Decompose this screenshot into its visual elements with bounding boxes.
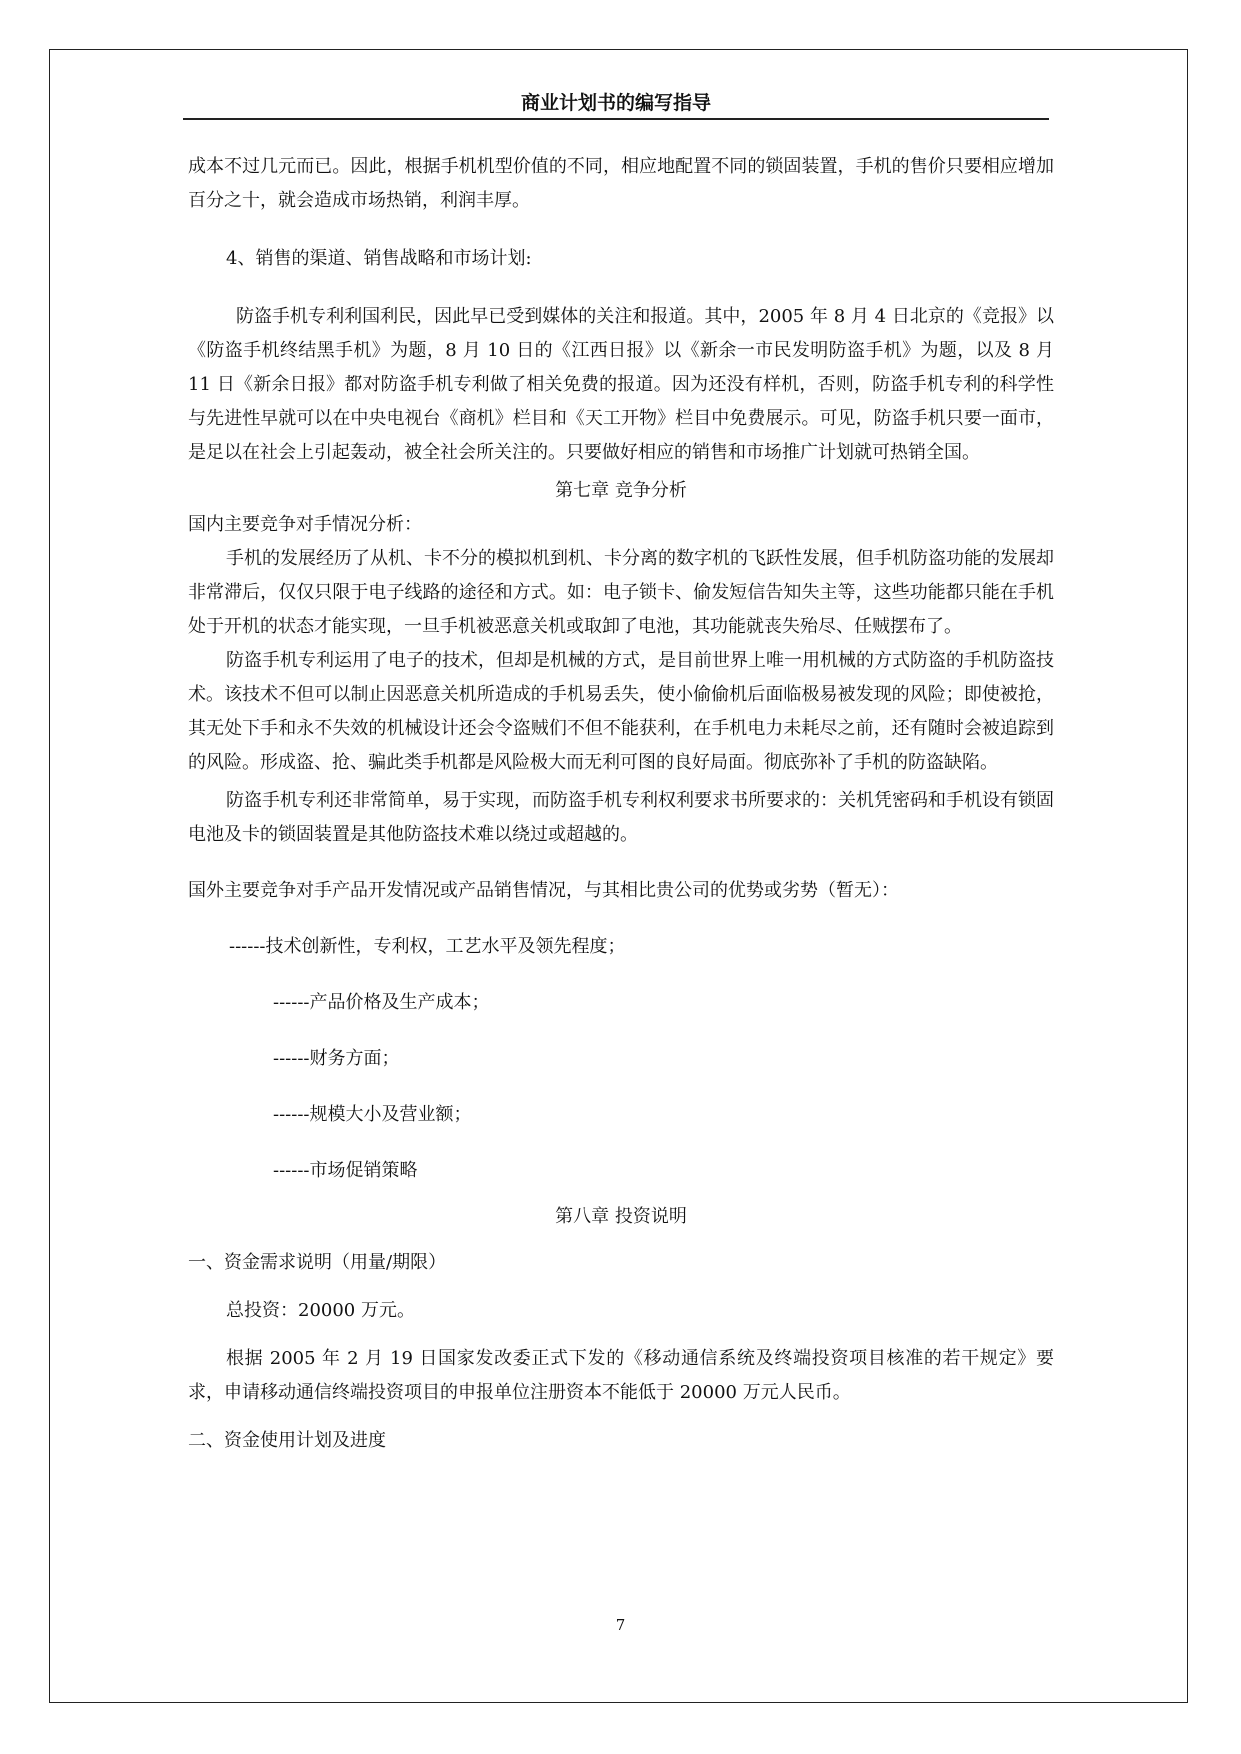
section-funding-needs: 一、资金需求说明（用量/期限） [188, 1252, 447, 1273]
dash-item-promotion: ------市场促销策略 [273, 1160, 418, 1181]
paragraph-media: 防盗手机专利利国利民，因此早已受到媒体的关注和报道。其中，2005 年 8 月 4 日北京的《竞报》以《防盗手机终结黑手机》为题，8 月 10 日的《江西日报》以《新余一市民发明防盗手机》为题，以及 8 月 11 日《新余日报》都对防盗手机专利做了相关免费的报道。因为还没有样机，否则，防盗手机专利的科学性与先进性早就可以在中央电视台《商机》栏目和《天工开物》栏目中免费展示。可见，防盗手机只要一面市，是足以在社会上引起轰动，被全社会所关注的。只要做好相应的销售和市场推广计划就可热销全国。 [188, 306, 1054, 463]
paragraph-sales-heading: 4、销售的渠道、销售战略和市场计划: [226, 248, 532, 269]
chapter-8-title: 第八章 投资说明 [555, 1206, 687, 1227]
paragraph-patent-technology: 防盗手机专利运用了电子的技术，但却是机械的方式，是目前世界上唯一用机械的方式防盗的手机防盗技术。该技术不但可以制止因恶意关机所造成的手机易丢失，使小偷偷机后面临极易被发现的风险；即使被抢，其无处下手和永不失效的机械设计还会令盗贼们不但不能获利，在手机电力未耗尽之前，还有随时会被追踪到的风险。形成盗、抢、骗此类手机都是风险极大而无利可图的良好局面。彻底弥补了手机的防盗缺陷。 [188, 650, 1054, 773]
paragraph-foreign-competitors: 国外主要竞争对手产品开发情况或产品销售情况，与其相比贵公司的优势或劣势（暂无）： [188, 880, 899, 901]
dash-item-price: ------产品价格及生产成本； [273, 992, 490, 1013]
document-body [188, 150, 1054, 1458]
dash-item-scale: ------规模大小及营业额； [273, 1104, 472, 1125]
dash-item-finance: ------财务方面； [273, 1048, 400, 1069]
header-divider [183, 118, 1049, 120]
page-number: 7 [615, 1616, 626, 1634]
paragraph-domestic-competitors: 国内主要竞争对手情况分析： [188, 514, 422, 535]
paragraph-regulation: 根据 2005 年 2 月 19 日国家发改委正式下发的《移动通信系统及终端投资项目核准的若干规定》要求，申请移动通信终端投资项目的申报单位注册资本不能低于 20000 万元人民币。 [188, 1348, 1054, 1403]
chapter-7-title: 第七章 竞争分析 [555, 480, 687, 501]
running-header: 商业计划书的编写指导 [520, 92, 711, 114]
section-funding-plan: 二、资金使用计划及进度 [188, 1430, 386, 1451]
paragraph-patent-simplicity: 防盗手机专利还非常简单，易于实现，而防盗手机专利权利要求书所要求的：关机凭密码和手机设有锁固电池及卡的锁固装置是其他防盗技术难以绕过或超越的。 [188, 790, 1054, 845]
paragraph-total-investment: 总投资：20000 万元。 [226, 1300, 415, 1321]
paragraph-cost: 成本不过几元而已。因此，根据手机机型价值的不同，相应地配置不同的锁固装置，手机的售价只要相应增加百分之十，就会造成市场热销，利润丰厚。 [188, 156, 1054, 211]
dash-item-innovation: ------技术创新性，专利权，工艺水平及领先程度； [229, 936, 626, 957]
paragraph-phone-development: 手机的发展经历了从机、卡不分的模拟机到机、卡分离的数字机的飞跃性发展，但手机防盗功能的发展却非常滞后，仅仅只限于电子线路的途径和方式。如：电子锁卡、偷发短信告知失主等，这些功能都只能在手机处于开机的状态才能实现，一旦手机被恶意关机或取卸了电池，其功能就丧失殆尽、任贼摆布了。 [188, 548, 1054, 637]
